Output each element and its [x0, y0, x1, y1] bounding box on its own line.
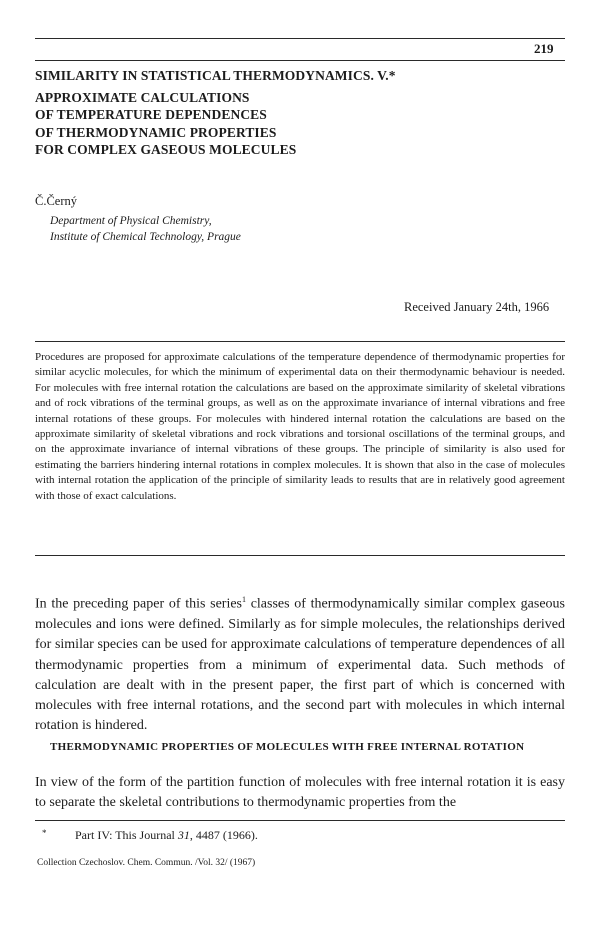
page-number: 219: [534, 41, 554, 56]
title-line: OF THERMODYNAMIC PROPERTIES: [35, 124, 277, 140]
introduction-paragraph: [35, 590, 565, 737]
footnote-pages: , 4487 (1966).: [189, 828, 258, 842]
journal-citation: Collection Czechoslov. Chem. Commun. /Vol. 32/ (1967): [37, 858, 256, 868]
footnote-rule: [35, 820, 565, 821]
top-rule: [35, 38, 565, 39]
intro-text-start: In the preceding paper of this series: [35, 596, 242, 612]
abstract-top-rule: [35, 341, 565, 342]
footnote: [42, 828, 258, 843]
author-name: Č.Černý: [35, 194, 78, 208]
footnote-text: Part IV: This Journal: [75, 828, 178, 842]
abstract-bottom-rule: [35, 555, 565, 556]
reference-marker: 1: [242, 595, 246, 604]
abstract-text: Procedures are proposed for approximate calculations of the temperature dependence of thermodynamic properties for similar acyclic molecules, for which the minimum of experimental data on their thermodynamic behaviour is needed. For molecules with free internal rotation the calculations are based on the approximate similarity of skeletal vibrations and of rock vibrations of the terminal groups, as well as on the approximate invariance of internal vibrations and free internal rotations of these groups. For molecules with hindered internal rotation the calculations are based on the approximate similarity of skeletal vibrations and rock vibrations and torsional oscillations of the terminal groups, and on the approximate invariance of internal vibrations of these groups. The principle of similarity is also used for estimating the barriers hindering internal rotations in complex molecules. It is shown that also in the case of molecules with internal rotation the application of the principle of similarity leads to results that are in relatively good agreement with those of exact calculations.: [35, 351, 565, 502]
intro-text-rest: classes of thermodynamically similar complex gaseous molecules and ions were defined. Similarly as for simple molecules, the relationships derived for similar species can be used for approximate calculations of temperature dependences of all thermodynamic properties from a minimum of experimental data. Such methods of calculation are dealt with in the present paper, the first part of which is concerned with molecules with free internal rotations, and the second part with molecules in which internal rotation is hindered.: [35, 596, 565, 734]
footnote-volume: 31: [177, 828, 190, 842]
title-line: APPROXIMATE CALCULATIONS: [35, 89, 250, 105]
received-date: Received January 24th, 1966: [404, 300, 550, 314]
title-line: FOR COMPLEX GASEOUS MOLECULES: [35, 142, 297, 157]
header-rule: [35, 60, 565, 61]
footnote-symbol: *: [42, 828, 47, 838]
series-title: SIMILARITY IN STATISTICAL THERMODYNAMICS. V.*: [35, 68, 396, 83]
affiliation-line: Institute of Chemical Technology, Prague: [50, 231, 241, 243]
title-line: OF TEMPERATURE DEPENDENCES: [35, 107, 267, 122]
affiliation-line: Department of Physical Chemistry,: [50, 215, 212, 227]
section-heading: THERMODYNAMIC PROPERTIES OF MOLECULES WITH FREE INTERNAL ROTATION: [50, 741, 525, 753]
section-paragraph: In view of the form of the partition function of molecules with free internal rotation it is easy to separate the skeletal contributions to thermodynamic properties from the: [35, 775, 565, 810]
article-title: [35, 67, 575, 159]
affiliation: [50, 213, 241, 245]
